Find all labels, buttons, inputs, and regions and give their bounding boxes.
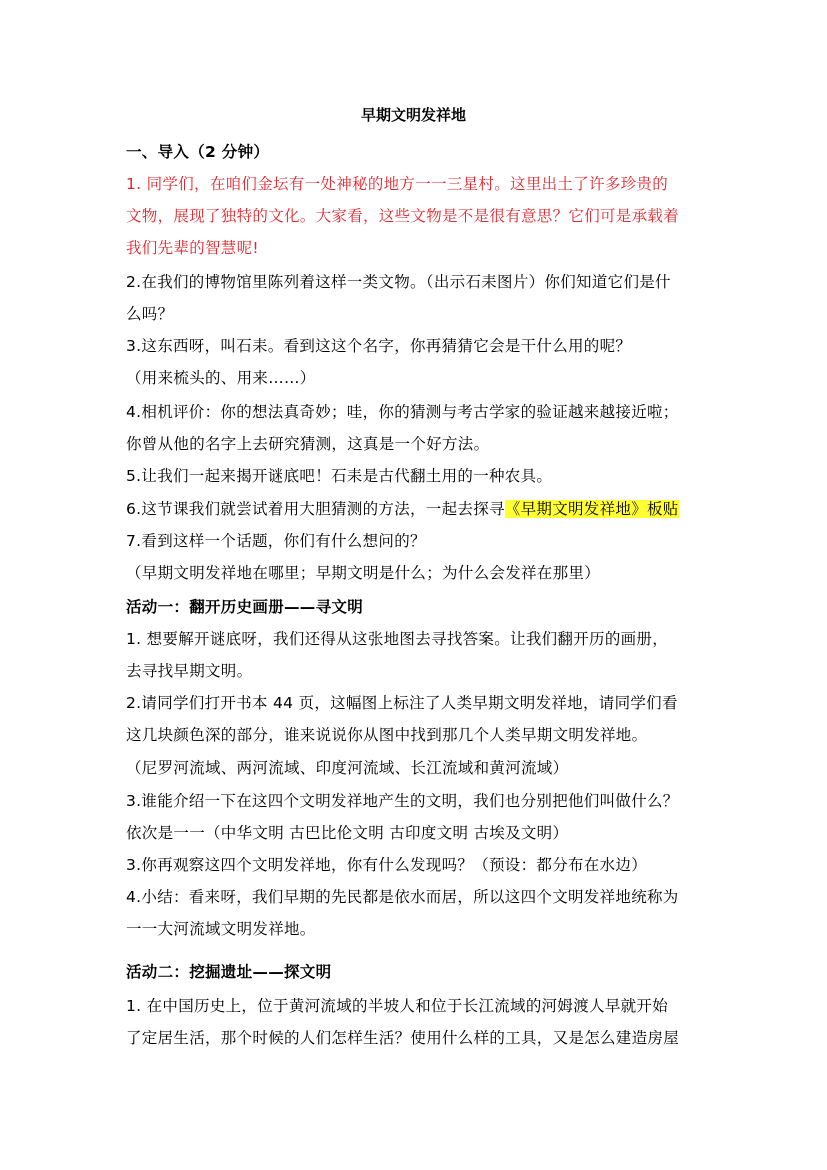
act1-p2-line1: 2.请同学们打开书本 44 页，这幅图上标注了人类早期文明发祥地，请同学们看 bbox=[126, 694, 678, 712]
intro-p6-text: 6.这节课我们就尝试着用大胆猜测的方法，一起去探寻 bbox=[126, 500, 505, 518]
act1-p1-line2: 去寻找早期文明。 bbox=[126, 662, 253, 680]
intro-p6 bbox=[126, 497, 679, 519]
act1-p5-line1: 4.小结：看来呀，我们早期的先民都是依水而居，所以这四个文明发祥地统称为 bbox=[126, 888, 679, 906]
intro-p4-line1: 4.相机评价：你的想法真奇妙；哇，你的猜测与考古学家的验证越来越接近啦； bbox=[126, 403, 679, 421]
intro-p7-line1: 7.看到这样一个话题，你们有什么想问的？ bbox=[126, 532, 426, 550]
intro-p3-line1: 3.这东西呀，叫石耒。看到这这个名字，你再猜猜它会是干什么用的呢？ bbox=[126, 337, 632, 355]
act1-p4: 3.你再观察这四个文明发祥地，你有什么发现吗？（预设：都分布在水边） bbox=[126, 856, 647, 874]
document-title: 早期文明发祥地 bbox=[360, 106, 466, 124]
intro-p3-line2: （用来梳头的、用来……） bbox=[126, 369, 316, 387]
act2-p1-line2: 了定居生活，那个时候的人们怎样生活？使用什么样的工具，又是怎么建造房屋 bbox=[126, 1029, 680, 1047]
intro-p1-line3: 我们先辈的智慧呢! bbox=[126, 239, 259, 257]
act1-p3-line2: 依次是一一（中华文明 古巴比伦文明 古印度文明 古埃及文明） bbox=[126, 824, 569, 842]
act2-p1-line1: 1. 在中国历史上，位于黄河流域的半坡人和位于长江流域的河姆渡人早就开始 bbox=[126, 997, 669, 1015]
highlighted-board-note: 《早期文明发祥地》板贴 bbox=[504, 500, 679, 518]
intro-p1-line2: 文物，展现了独特的文化。大家看，这些文物是不是很有意思？它们可是承载着 bbox=[126, 207, 680, 225]
intro-p2-line2: 么吗？ bbox=[126, 305, 174, 323]
section-heading-activity2: 活动二：挖掘遗址——探文明 bbox=[126, 963, 332, 981]
intro-p5: 5.让我们一起来揭开谜底吧！石耒是古代翻土用的一种农具。 bbox=[126, 467, 553, 485]
act1-p3-line1: 3.谁能介绍一下在这四个文明发祥地产生的文明，我们也分别把他们叫做什么？ bbox=[126, 792, 679, 810]
act1-p1-line1: 1. 想要解开谜底呀，我们还得从这张地图去寻找答案。让我们翻开历的画册， bbox=[126, 630, 669, 648]
section-heading-activity1: 活动一：翻开历史画册——寻文明 bbox=[126, 598, 364, 616]
section-heading-intro: 一、导入（2 分钟） bbox=[126, 143, 270, 161]
intro-p7-line2: （早期文明发祥地在哪里；早期文明是什么；为什么会发祥在那里） bbox=[126, 564, 601, 582]
intro-p4-line2: 你曾从他的名字上去研究猜测，这真是一个好方法。 bbox=[126, 435, 490, 453]
intro-p1-line1: 1. 同学们，在咱们金坛有一处神秘的地方一一三星村。这里出土了许多珍贵的 bbox=[126, 175, 669, 193]
act1-p2-line3: （尼罗河流域、两河流域、印度河流域、长江流域和黄河流域） bbox=[126, 759, 569, 777]
act1-p2-line2: 这几块颜色深的部分，谁来说说你从图中找到那几个人类早期文明发祥地。 bbox=[126, 726, 648, 744]
intro-p2-line1: 2.在我们的博物馆里陈列着这样一类文物。（出示石耒图片）你们知道它们是什 bbox=[126, 273, 671, 291]
act1-p5-line2: 一一大河流域文明发祥地。 bbox=[126, 920, 316, 938]
